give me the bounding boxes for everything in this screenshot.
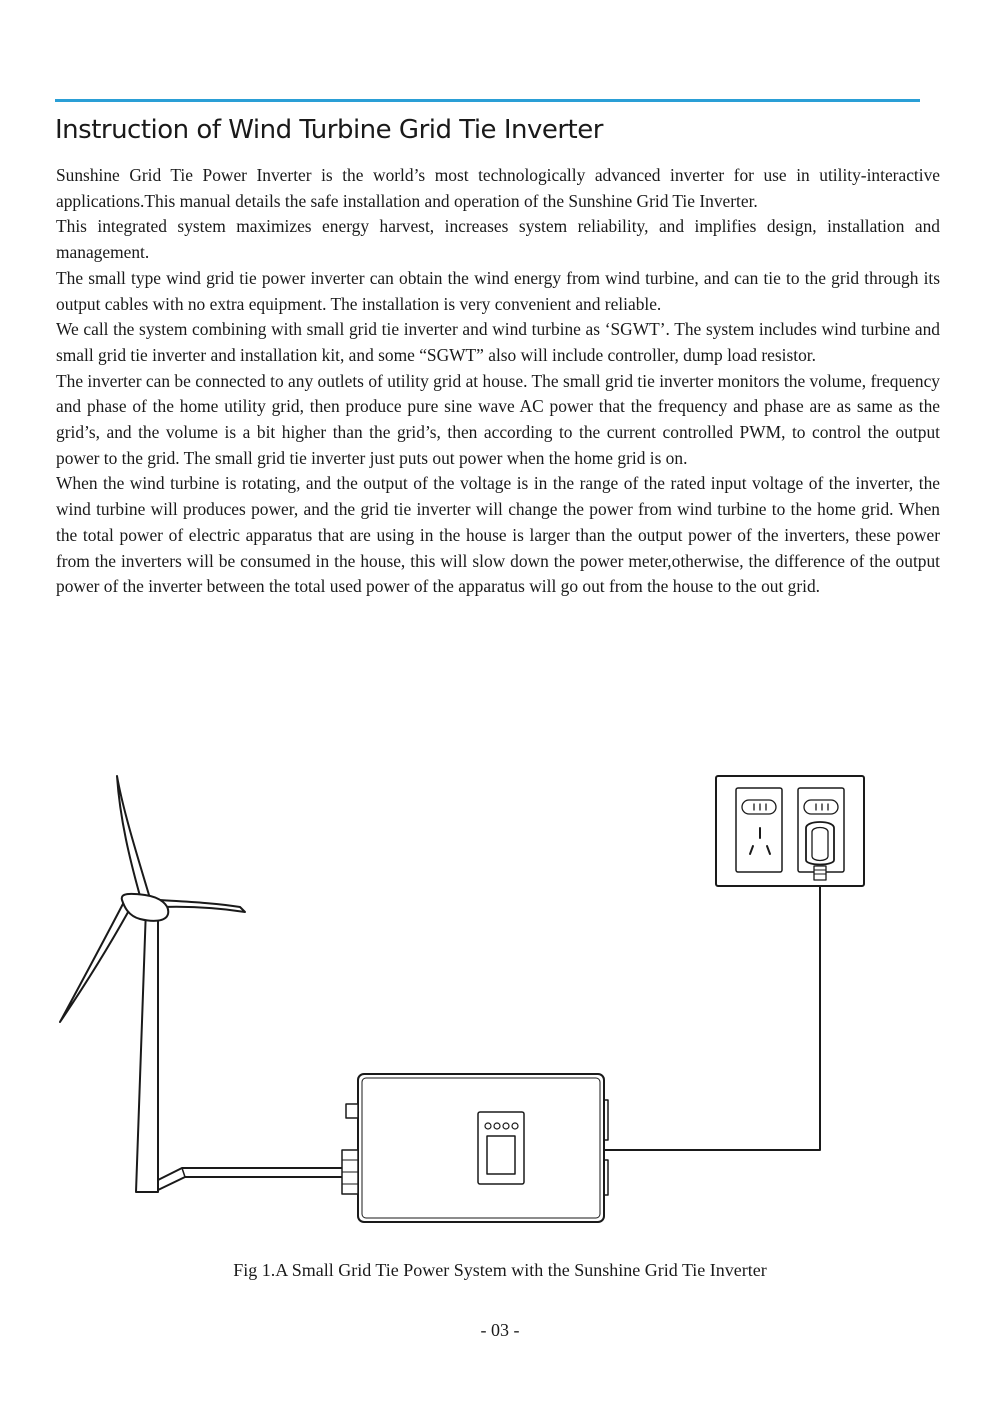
paragraph-integrated-system: This integrated system maximizes energy harvest, increases system reliability, and implifies design, installation and management. (56, 216, 940, 263)
system-diagram (0, 760, 1000, 1260)
wall-socket-illustration (716, 776, 864, 886)
paragraph-sgwt: We call the system combining with small grid tie inverter and wind turbine as ‘SGWT’. The system includes wind turbine and small grid tie inverter and installation kit, and some “SGWT” also will include controller, dump load resistor. (56, 319, 940, 365)
paragraph-operation: When the wind turbine is rotating, and the output of the voltage is in the range of the rated input voltage of the inverter, the wind turbine will produces power, and the grid tie inverter will change the power from wind turbine to the home grid. When the total power of electric apparatus that are using in the house is larger than the output power of the inverters, these power from the inverters will be consumed in the house, this will slow down the power meter,otherwise, the difference of the output power of the inverter between the total used power of the apparatus will go out from the house to the out grid. (56, 473, 940, 597)
figure-caption: Fig 1.A Small Grid Tie Power System with the Sunshine Grid Tie Inverter (233, 1260, 767, 1280)
body-text (56, 163, 940, 600)
paragraph-grid-connection: The inverter can be connected to any outlets of utility grid at house. The small grid tie inverter monitors the volume, frequency and phase of the home utility grid, then produce pure sine wave AC power that the frequency and phase are as same as the grid’s, and the volume is a bit higher than the grid’s, then according to the current controlled PWM, to control the output power to the grid. The small grid tie inverter just puts out power when the home grid is on. (56, 370, 940, 468)
page-title: Instruction of Wind Turbine Grid Tie Inverter (55, 115, 603, 145)
output-cable (604, 880, 820, 1150)
header-rule (55, 99, 920, 102)
paragraph-small-inverter: The small type wind grid tie power inverter can obtain the wind energy from wind turbine, and can tie to the grid through its output cables with no extra equipment. The installation is very convenient and reliable. (56, 267, 940, 314)
page-number: - 03 - (480, 1320, 520, 1340)
wind-turbine-illustration (60, 776, 350, 1192)
inverter-illustration (342, 1074, 608, 1222)
paragraph-intro: Sunshine Grid Tie Power Inverter is the world’s most technologically advanced inverter for use in utility-interactive applications.This manual details the safe installation and operation of the Sunshine Grid Tie Inverter. (56, 165, 940, 211)
